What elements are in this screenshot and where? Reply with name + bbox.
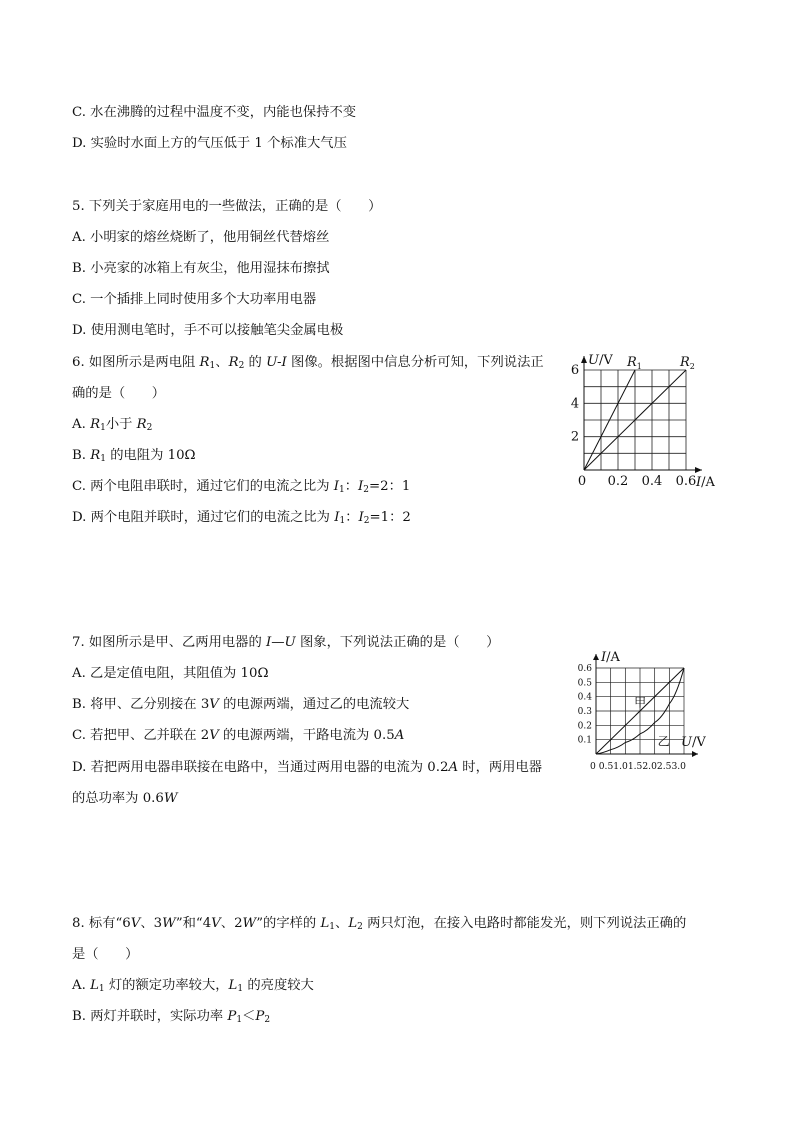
series-label-r1-main: R <box>627 355 637 370</box>
y-tick-label: 0.5 <box>577 678 592 689</box>
y-tick-label: 4 <box>570 396 580 412</box>
q8-option-b: B. 两灯并联时，实际功率 $P_1<P_2$ <box>72 1009 271 1025</box>
series-label-r1-sub: 1 <box>636 362 642 371</box>
q6-option-c: C. 两个电阻串联时，通过它们的电流之比为 $I_1$：$I_2=2$：1 <box>72 479 411 495</box>
q6-ui-chart <box>565 350 735 500</box>
x-axis-label-unit: /A <box>701 475 715 490</box>
q7-option-d-line2: 的总功率为 0.6W <box>72 791 178 806</box>
y-tick-label: 0.1 <box>577 735 592 746</box>
y-tick-label: 6 <box>570 363 580 378</box>
y-tick-label: 0.6 <box>577 664 592 674</box>
series-label-jia: 甲 <box>634 695 647 710</box>
series-label-r2-main: R <box>680 355 690 370</box>
y-axis-label <box>600 650 621 665</box>
series-label-r2-sub: 2 <box>689 362 695 371</box>
x-axis-label <box>695 475 716 490</box>
series-label-yi: 乙 <box>657 734 670 749</box>
q8-stem-line1: 8. 标有“6V、3W”和“4V、2W”的字样的 $L_1$、$L_2$ 两只灯泡，在接入电路时都能发光，则下列说法正确的 <box>72 916 687 932</box>
x-axis-label <box>681 735 706 750</box>
y-tick-label: 2 <box>570 429 580 445</box>
q5-option-b: B. 小亮家的冰箱上有灰尘，他用湿抹布擦拭 <box>72 261 330 276</box>
q5-option-a: A. 小明家的熔丝烧断了，他用铜丝代替熔丝 <box>72 230 330 245</box>
y-axis-label-var: U <box>588 353 599 368</box>
chart1-labels <box>571 353 716 490</box>
q7-iu-chart <box>570 640 730 780</box>
y-axis-label-unit: /A <box>606 650 620 665</box>
q4-option-c: C. 水在沸腾的过程中温度不变，内能也保持不变 <box>72 105 357 120</box>
q7-option-d-line1: D. 若把两用电器串联接在电路中，当通过两用电器的电流为 0.2A 时，两用电器 <box>72 760 543 775</box>
x-axis-arrow <box>695 467 702 473</box>
y-tick-label: 0.4 <box>577 692 592 703</box>
x-axis-label-var: I <box>696 475 702 490</box>
y-axis-arrow <box>581 356 587 363</box>
q5-stem: 5. 下列关于家庭用电的一些做法，正确的是（ ） <box>72 199 382 214</box>
q6-stem-line1: 6. 如图所示是两电阻 $R_1$、$R_2$ 的 U-I 图像。根据图中信息分析可知，下列说法正 <box>72 355 544 371</box>
q5-option-c: C. 一个插排上同时使用多个大功率用电器 <box>72 292 317 307</box>
y-axis-label-unit: /V <box>598 353 613 368</box>
q5-option-d: D. 使用测电笔时，手不可以接触笔尖金属电极 <box>72 323 344 338</box>
x-axis-arrow <box>692 751 698 757</box>
x-tick-label: 0.4 <box>641 474 663 489</box>
x-axis-label-unit: /V <box>691 735 706 750</box>
x-axis-label-var: U <box>681 735 692 750</box>
series-label-r2 <box>679 355 695 371</box>
q7-stem: 7. 如图所示是甲、乙两用电器的 I—U 图象，下列说法正确的是（ ） <box>72 635 500 650</box>
series-label-r1 <box>626 355 642 371</box>
y-axis-label <box>588 353 613 368</box>
q6-option-b: B. $R_1$ 的电阻为 10Ω <box>72 448 196 464</box>
x-tick-label: 0.6 <box>675 474 697 489</box>
x-tick-label: 0.2 <box>607 474 629 489</box>
y-axis-label-var: I <box>601 650 607 665</box>
q7-option-c: C. 若把甲、乙并联在 2V 的电源两端，干路电流为 0.5A <box>72 728 405 743</box>
x-tick-label: 0 <box>577 474 587 489</box>
q7-option-a: A. 乙是定值电阻，其阻值为 10Ω <box>72 666 269 681</box>
q6-stem-line2: 确的是（ ） <box>72 386 166 401</box>
q4-option-d: D. 实验时水面上方的气压低于 1 个标准大气压 <box>72 136 347 151</box>
q7-option-b: B. 将甲、乙分别接在 3V 的电源两端，通过乙的电流较大 <box>72 697 410 712</box>
y-tick-label: 0.3 <box>577 707 592 717</box>
q8-stem-line2: 是（ ） <box>72 947 139 962</box>
q6-option-a: A. $R_1$小于 $R_2$ <box>72 417 153 433</box>
y-tick-label: 0.2 <box>577 721 592 732</box>
q6-option-d: D. 两个电阻并联时，通过它们的电流之比为 $I_1$：$I_2=1$：2 <box>72 510 411 526</box>
x-tick-labels: 0 0.51.01.52.02.53.0 <box>590 761 686 772</box>
y-axis-arrow <box>593 654 599 660</box>
q8-option-a: A. $L_1$ 灯的额定功率较大，$L_1$ 的亮度较大 <box>72 978 314 994</box>
